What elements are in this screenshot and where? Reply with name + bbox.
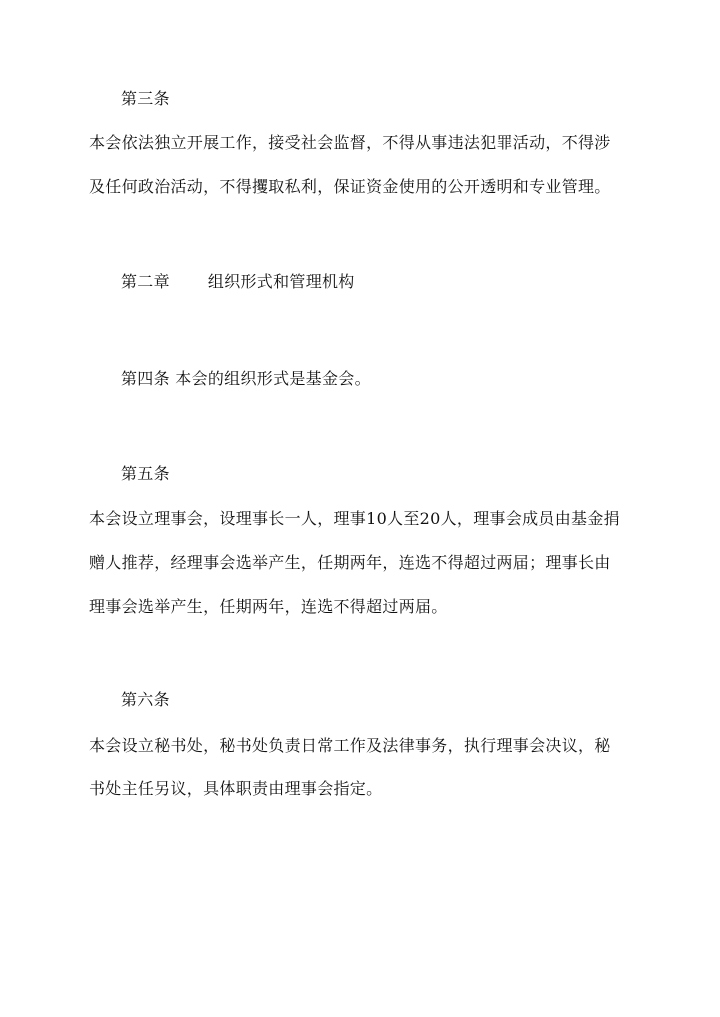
article-3-line-2: 及任何政治活动，不得攫取私利，保证资金使用的公开透明和专业管理。 [89, 177, 611, 196]
article-3-line-1: 本会依法独立开展工作，接受社会监督，不得从事违法犯罪活动，不得涉 [89, 133, 611, 152]
chapter-number: 第二章 [121, 272, 170, 291]
article-5-line-2: 赠人推荐，经理事会选举产生，任期两年，连选不得超过两届；理事长由 [89, 553, 611, 572]
article-5-line-1: 本会设立理事会，设理事长一人，理事10人至20人，理事会成员由基金捐 [89, 509, 620, 528]
article-6-heading: 第六条 [121, 690, 170, 709]
article-5-heading: 第五条 [121, 464, 170, 483]
article-3-heading: 第三条 [121, 89, 170, 108]
article-6-line-1: 本会设立秘书处，秘书处负责日常工作及法律事务，执行理事会决议，秘 [89, 736, 611, 755]
article-5-line-3: 理事会选举产生，任期两年，连选不得超过两届。 [89, 597, 448, 616]
chapter-title: 组织形式和管理机构 [207, 272, 355, 291]
chapter-2-heading [121, 272, 355, 292]
article-4-text: 第四条 本会的组织形式是基金会。 [121, 369, 371, 388]
article-6-line-2: 书处主任另议，具体职责由理事会指定。 [89, 779, 383, 798]
